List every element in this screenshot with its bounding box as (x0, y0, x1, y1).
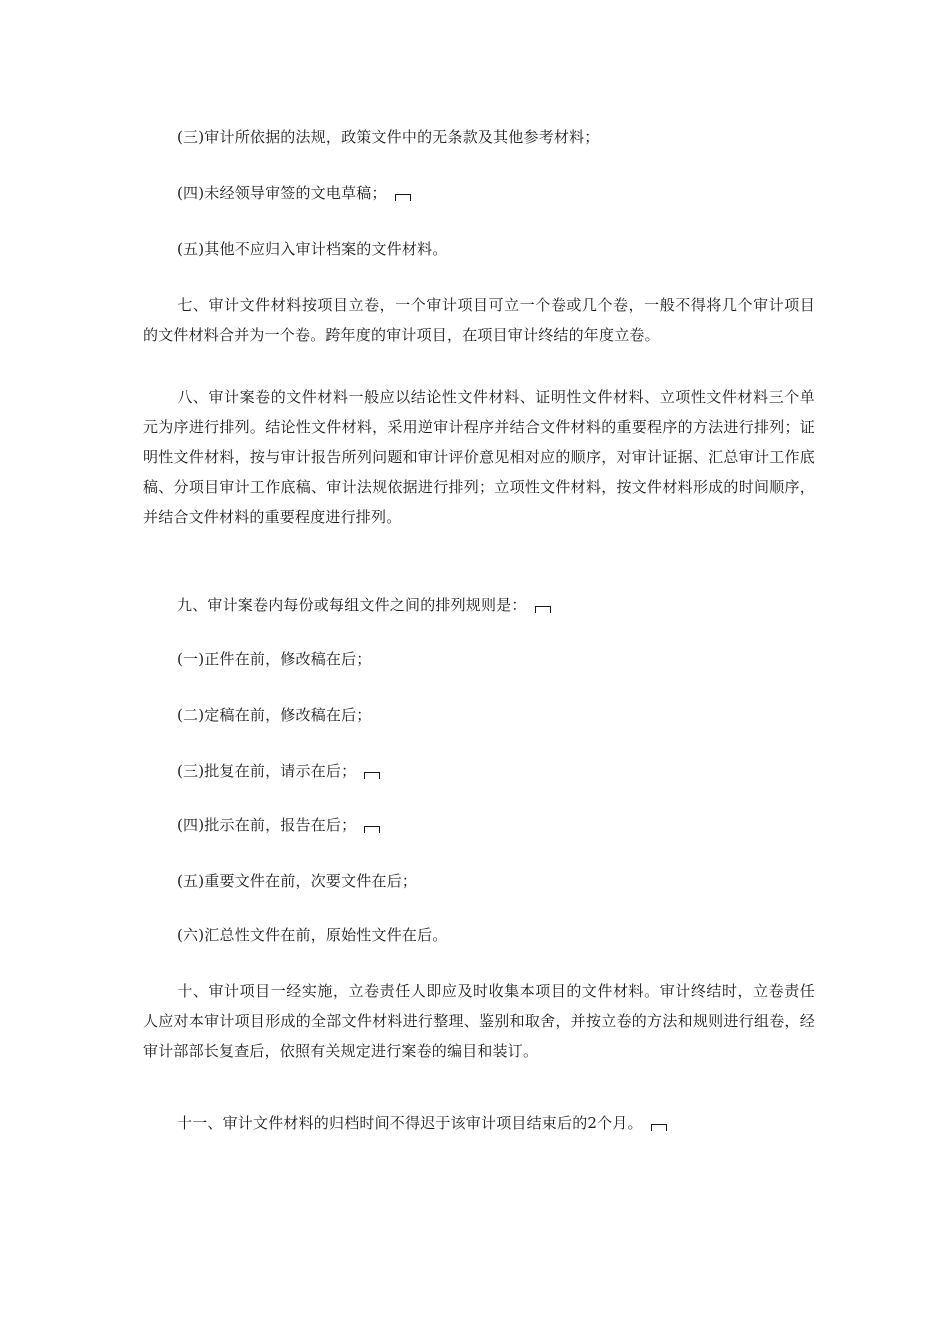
paragraph-mark-icon (395, 194, 411, 201)
paragraph-text: (二)定稿在前，修改稿在后； (177, 706, 372, 724)
paragraph-text: (五)重要文件在前，次要文件在后； (177, 872, 418, 890)
paragraph-section-7 (143, 290, 815, 350)
paragraph-rule-2 (143, 700, 815, 730)
paragraph-text: (四)批示在前，报告在后； (177, 816, 357, 834)
paragraph-section-9 (143, 590, 815, 620)
paragraph-text: (四)未经领导审签的文电草稿； (177, 184, 387, 202)
paragraph-text: 九、审计案卷内每份或每组文件之间的排列规则是： (177, 596, 527, 614)
paragraph-mark-icon (364, 826, 380, 833)
paragraph-mark-icon (651, 1124, 667, 1131)
paragraph-item-3-excluded-regulations (143, 122, 815, 152)
paragraph-section-11 (143, 1108, 815, 1138)
paragraph-item-5-other-materials (143, 234, 815, 264)
paragraph-rule-6 (143, 920, 815, 950)
paragraph-text: (五)其他不应归入审计档案的文件材料。 (177, 240, 448, 258)
paragraph-mark-icon (535, 606, 551, 613)
paragraph-item-4-unsigned-drafts (143, 178, 815, 208)
paragraph-text: 七、审计文件材料按项目立卷，一个审计项目可立一个卷或几个卷，一般不得将几个审计项目的文件材料合并为一个卷。跨年度的审计项目，在项目审计终结的年度立卷。 (143, 296, 815, 344)
paragraph-rule-5 (143, 866, 815, 896)
paragraph-text: 十、审计项目一经实施，立卷责任人即应及时收集本项目的文件材料。审计终结时，立卷责任人应对本审计项目形成的全部文件材料进行整理、鉴别和取舍，并按立卷的方法和规则进行组卷，经审计部部长复查后，依照有关规定进行案卷的编目和装订。 (143, 982, 815, 1060)
paragraph-text: (三)批复在前，请示在后； (177, 762, 357, 780)
paragraph-text: (一)正件在前，修改稿在后； (177, 650, 372, 668)
paragraph-mark-icon (364, 772, 380, 779)
paragraph-text: (三)审计所依据的法规，政策文件中的无条款及其他参考材料； (177, 128, 600, 146)
paragraph-section-10 (143, 976, 815, 1066)
paragraph-text: 十一、审计文件材料的归档时间不得迟于该审计项目结束后的2个月。 (177, 1114, 643, 1132)
paragraph-text: (六)汇总性文件在前，原始性文件在后。 (177, 926, 448, 944)
paragraph-rule-4 (143, 810, 815, 840)
paragraph-text: 八、审计案卷的文件材料一般应以结论性文件材料、证明性文件材料、立项性文件材料三个单元为序进行排列。结论性文件材料，采用逆审计程序并结合文件材料的重要程序的方法进行排列；证明性文件材料，按与审计报告所列问题和审计评价意见相对应的顺序，对审计证据、汇总审计工作底稿、分项目审计工作底稿、审计法规依据进行排列；立项性文件材料，按文件材料形成的时间顺序，并结合文件材料的重要程度进行排列。 (143, 388, 815, 526)
paragraph-rule-3 (143, 756, 815, 786)
paragraph-rule-1 (143, 644, 815, 674)
paragraph-section-8 (143, 382, 815, 532)
